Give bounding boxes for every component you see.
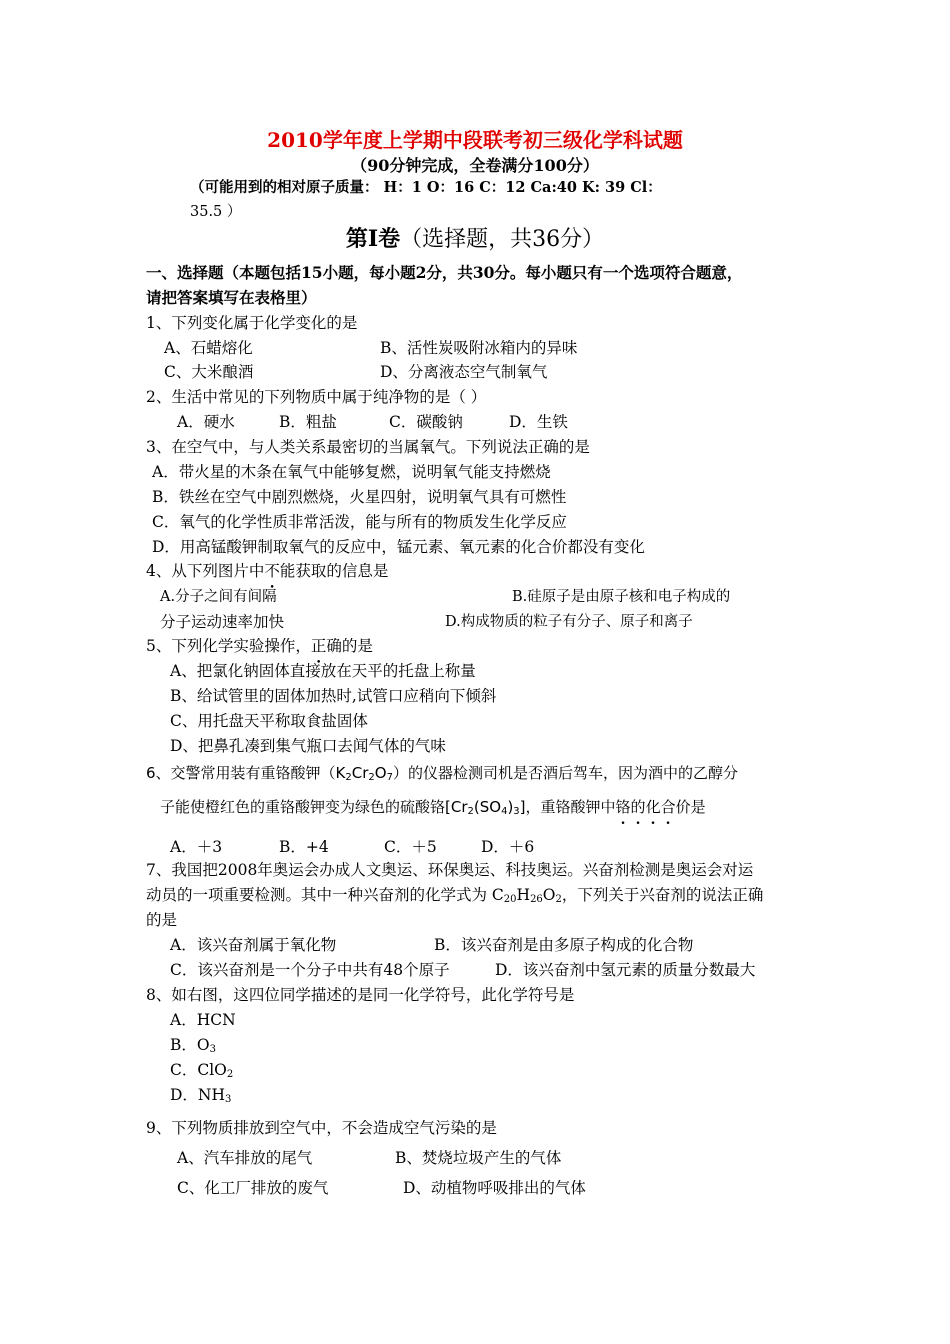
volume-title: 第Ⅰ卷（选择题，共36分） [345,226,605,252]
atomic-mass-line-2: 35.5 ） [190,204,242,220]
q8-stem: 8、如右图，这四位同学描述的是同一化学符号，此化学符号是 [146,986,575,1004]
q4-option-d: D.构成物质的粒子有分子、原子和离子 [445,614,693,630]
q6-option-a: A．＋3 [170,838,223,856]
q7-stem-line-3: 的是 [146,911,178,929]
q4-option-a: A.分子之间有间隔 [160,589,277,605]
q2-option-c: C．碳酸钠 [389,413,463,431]
q2-option-a: A．硬水 [177,413,235,431]
q8-option-a: A．HCN [170,1011,236,1029]
q3-stem: 3、在空气中，与人类关系最密切的当属氧气。下列说法正确的是 [146,438,590,456]
q6-stem-line-2: 子能使橙红色的重铬酸钾变为绿色的硫酸铬$[Cr_2(SO_4)_3]$，重铬酸钾中铬的化合价是 [160,798,706,817]
atomic-mass-line-1: （可能用到的相对原子质量： H：1 O：16 C：12 Ca:40 K: 39 Cl： [190,179,662,196]
q3-option-d: D．用高锰酸钾制取氧气的反应中，锰元素、氧元素的化合价都没有变化 [152,538,645,556]
q4-option-c: 分子运动速率加快 [160,613,285,631]
q6-option-d: D．＋6 [481,838,535,856]
q9-option-a: A、汽车排放的尾气 [177,1149,313,1167]
q1-option-a: A、石蜡熔化 [164,339,253,357]
section-heading-1: 一、选择题（本题包括15小题，每小题2分，共30分。每小题只有一个选项符合题意， [146,263,743,282]
q5-option-a: A、把氯化钠固体直接放在天平的托盘上称量 [170,662,476,680]
q2-stem: 2、生活中常见的下列物质中属于纯净物的是（ ） [146,388,487,406]
q8-option-c: C．ClO$_2$ [170,1061,234,1080]
q1-option-c: C、大米酿酒 [164,363,254,381]
q7-option-b: B．该兴奋剂是由多原子构成的化合物 [434,936,694,954]
q5-option-c: C、用托盘天平称取食盐固体 [170,712,368,730]
q6-option-c: C．＋5 [384,838,437,856]
q9-stem: 9、下列物质排放到空气中，不会造成空气污染的是 [146,1119,497,1137]
q2-option-d: D．生铁 [509,413,568,431]
q7-option-a: A．该兴奋剂属于氧化物 [170,936,337,954]
q8-option-d: D．$NH_3$ [170,1086,232,1105]
q4-stem: 4、从下列图片中不能获取的信息是 [146,562,389,580]
exam-subtitle: （90分钟完成，全卷满分100分） [351,156,599,175]
q6-stem-line-1: 6、交警常用装有重铬酸钾$(K_2Cr_2O_7)$的仪器检测司机是否酒后驾车，因为酒中的乙醇分 [146,764,738,783]
q1-option-d: D、分离液态空气制氧气 [380,363,548,381]
q3-option-c: C．氧气的化学性质非常活泼，能与所有的物质发生化学反应 [152,513,567,531]
exam-title: 2010学年度上学期中段联考初三级化学科试题 [267,128,683,152]
q1-stem: 1、下列变化属于化学变化的是 [146,314,358,332]
q1-option-b: B、活性炭吸附冰箱内的异味 [380,339,578,357]
q5-stem: 5、下列化学实验操作，正确的是 [146,637,373,655]
q9-option-c: C、化工厂排放的废气 [177,1179,329,1197]
q5-option-b: B、给试管里的固体加热时,试管口应稍向下倾斜 [170,687,497,705]
q3-option-a: A．带火星的木条在氧气中能够复燃，说明氧气能支持燃烧 [152,463,551,481]
q3-option-b: B．铁丝在空气中剧烈燃烧，火星四射，说明氧气具有可燃性 [152,488,567,506]
q7-stem-line-1: 7、我国把2008年奥运会办成人文奥运、环保奥运、科技奥运。兴奋剂检测是奥运会对运 [146,861,754,879]
q7-stem-line-2: 动员的一项重要检测。其中一种兴奋剂的化学式为 $C_{20}H_{26}O_2$，下列关于兴奋剂的说法正确 [146,886,764,905]
section-heading-2: 请把答案填写在表格里） [146,288,317,307]
q9-option-b: B、焚烧垃圾产生的气体 [395,1149,562,1167]
q2-option-b: B．粗盐 [279,413,337,431]
q5-option-d: D、把鼻孔凑到集气瓶口去闻气体的气味 [170,737,446,755]
q7-option-c: C．该兴奋剂是一个分子中共有48个原子 [170,961,450,979]
q4-option-b: B.硅原子是由原子核和电子构成的 [512,589,731,605]
q7-option-d: D．该兴奋剂中氢元素的质量分数最大 [495,961,756,979]
q8-option-b: B．$O_3$ [170,1036,216,1055]
q9-option-d: D、动植物呼吸排出的气体 [403,1179,586,1197]
q6-option-b: B．+4 [279,838,329,856]
